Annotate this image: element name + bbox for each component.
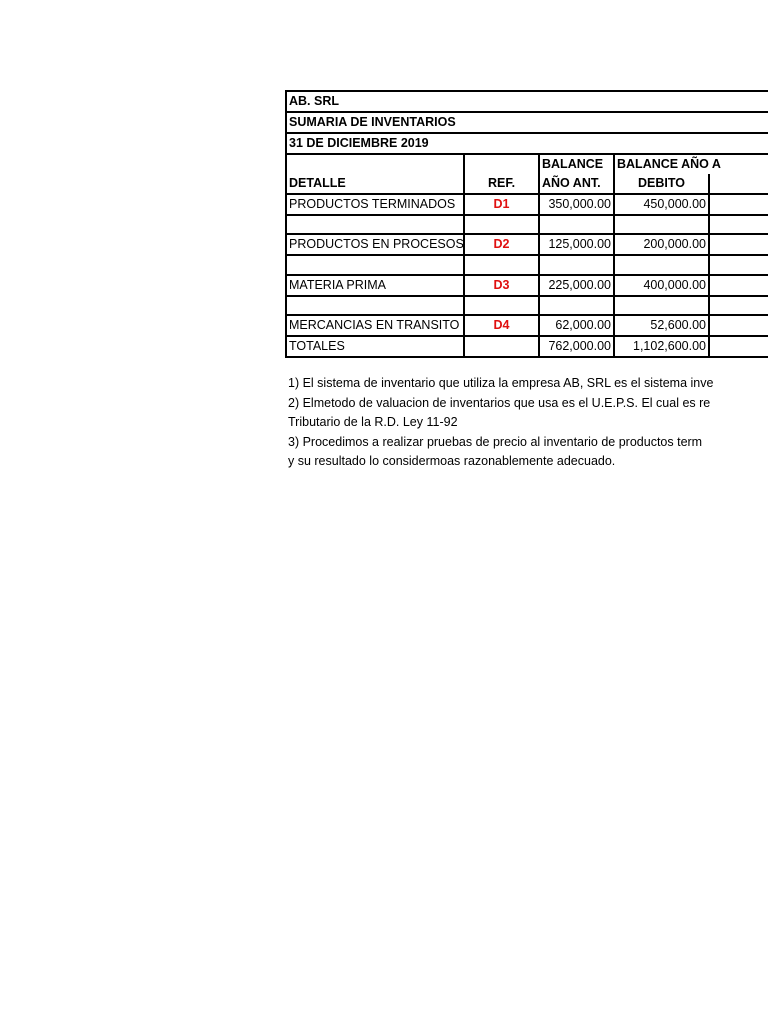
empty-cell bbox=[709, 255, 768, 274]
row-ano-ant: 62,000.00 bbox=[539, 315, 614, 336]
empty-cell bbox=[709, 275, 768, 296]
table-row bbox=[286, 234, 768, 255]
report-date: 31 DE DICIEMBRE 2019 bbox=[286, 133, 768, 154]
spacer-row bbox=[286, 255, 768, 274]
empty-cell bbox=[464, 336, 539, 357]
row-detalle: PRODUCTOS TERMINADOS bbox=[286, 194, 464, 215]
company-name: AB. SRL bbox=[286, 91, 768, 112]
row-debito: 450,000.00 bbox=[614, 194, 709, 215]
note-line: y su resultado lo considermoas razonablemente adecuado. bbox=[288, 454, 616, 468]
header-row-1 bbox=[286, 154, 768, 174]
header-empty-cell bbox=[286, 154, 464, 174]
empty-cell bbox=[709, 215, 768, 234]
empty-cell bbox=[464, 296, 539, 315]
empty-cell bbox=[614, 215, 709, 234]
empty-cell bbox=[614, 255, 709, 274]
empty-cell bbox=[539, 215, 614, 234]
row-debito: 52,600.00 bbox=[614, 315, 709, 336]
row-ref: D1 bbox=[464, 194, 539, 215]
col-detalle: DETALLE bbox=[286, 174, 464, 194]
spacer-row bbox=[286, 215, 768, 234]
note-line: 3) Procedimos a realizar pruebas de precio al inventario de productos term bbox=[288, 434, 703, 449]
col-current-bottom: DEBITO bbox=[614, 174, 709, 194]
empty-cell bbox=[464, 215, 539, 234]
empty-cell bbox=[614, 296, 709, 315]
totals-ano-ant: 762,000.00 bbox=[539, 336, 614, 357]
totals-row bbox=[286, 336, 768, 357]
col-ref: REF. bbox=[464, 174, 539, 194]
row-detalle: MERCANCIAS EN TRANSITO bbox=[286, 315, 464, 336]
empty-cell bbox=[709, 194, 768, 215]
empty-cell bbox=[709, 296, 768, 315]
empty-cell bbox=[539, 255, 614, 274]
title-row bbox=[286, 112, 768, 133]
notes-section bbox=[288, 374, 768, 472]
table-row bbox=[286, 194, 768, 215]
empty-cell bbox=[709, 174, 768, 194]
empty-cell bbox=[286, 215, 464, 234]
row-ref: D2 bbox=[464, 234, 539, 255]
col-current-top: BALANCE AÑO A bbox=[614, 154, 768, 174]
header-row-2 bbox=[286, 174, 768, 194]
row-detalle: PRODUCTOS EN PROCESOS bbox=[286, 234, 464, 255]
empty-cell bbox=[709, 234, 768, 255]
totals-debito: 1,102,600.00 bbox=[614, 336, 709, 357]
empty-cell bbox=[286, 255, 464, 274]
spacer-row bbox=[286, 296, 768, 315]
row-ano-ant: 350,000.00 bbox=[539, 194, 614, 215]
company-row bbox=[286, 91, 768, 112]
empty-cell bbox=[539, 296, 614, 315]
row-ano-ant: 125,000.00 bbox=[539, 234, 614, 255]
table-row bbox=[286, 315, 768, 336]
empty-cell bbox=[709, 315, 768, 336]
empty-cell bbox=[464, 255, 539, 274]
row-ref: D3 bbox=[464, 275, 539, 296]
table-row bbox=[286, 275, 768, 296]
row-ref: D4 bbox=[464, 315, 539, 336]
inventory-table bbox=[285, 90, 768, 358]
report-title: SUMARIA DE INVENTARIOS bbox=[286, 112, 768, 133]
note-line: 1) El sistema de inventario que utiliza la empresa AB, SRL es el sistema inve bbox=[288, 376, 714, 390]
totals-label: TOTALES bbox=[286, 336, 464, 357]
note-line: 2) Elmetodo de valuacion de inventarios que usa es el U.E.P.S. El cual es re bbox=[288, 395, 711, 410]
note-line: Tributario de la R.D. Ley 11-92 bbox=[288, 415, 458, 429]
header-empty-cell bbox=[464, 154, 539, 174]
date-row bbox=[286, 133, 768, 154]
col-balance-top: BALANCE bbox=[539, 154, 614, 174]
row-ano-ant: 225,000.00 bbox=[539, 275, 614, 296]
row-debito: 400,000.00 bbox=[614, 275, 709, 296]
empty-cell bbox=[709, 336, 768, 357]
row-detalle: MATERIA PRIMA bbox=[286, 275, 464, 296]
col-balance-bottom: AÑO ANT. bbox=[539, 174, 614, 194]
empty-cell bbox=[286, 296, 464, 315]
row-debito: 200,000.00 bbox=[614, 234, 709, 255]
